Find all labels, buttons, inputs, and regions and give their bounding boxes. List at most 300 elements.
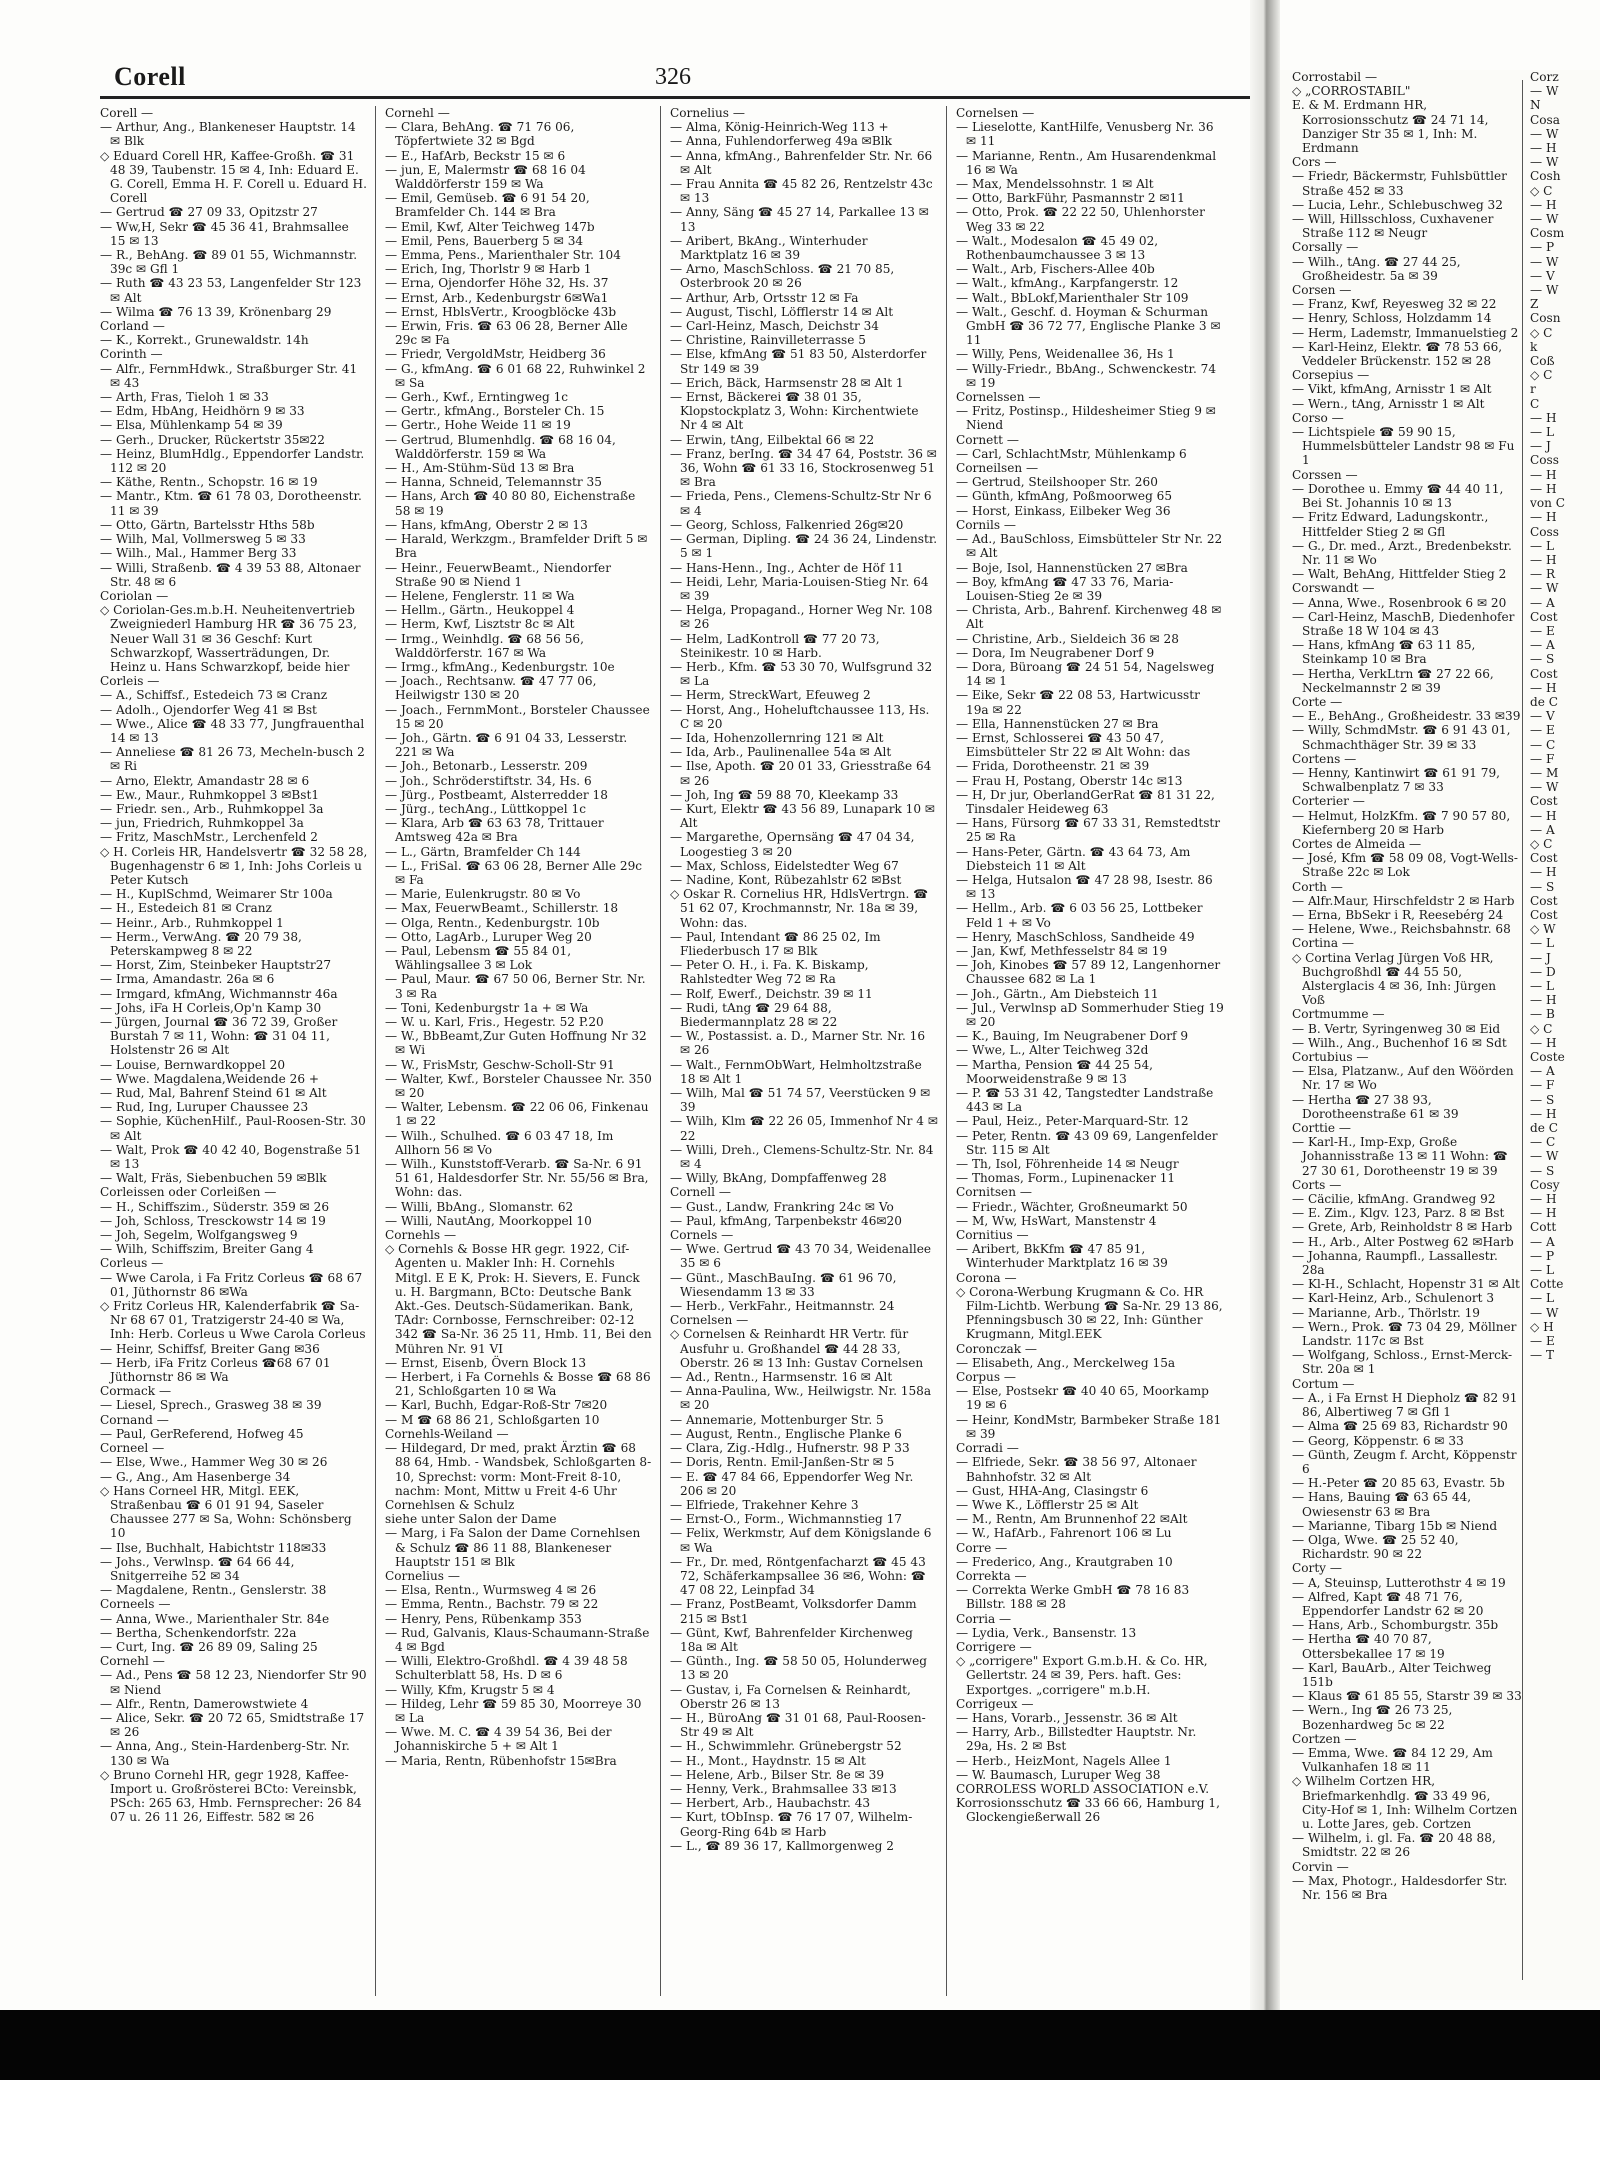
directory-entry: — Else, Postsekr ☎ 40 40 65, Moorkamp 19 ✉ 6 xyxy=(956,1384,1209,1413)
directory-entry: Coss xyxy=(1530,453,1559,468)
directory-entry: — Fr., Dr. med, Röntgenfacharzt ☎ 45 43 72, Schäferkampsallee 36 ✉6, Wohn: ☎ 47 08 22, Leinpfad 34 xyxy=(670,1554,926,1598)
directory-entry: Cosh xyxy=(1530,169,1561,184)
directory-entry: — Ida, Hohenzollernring 121 ✉ Alt xyxy=(670,730,884,745)
directory-entry: — Wilh, Mal ☎ 51 74 57, Veerstücken 9 ✉ 39 xyxy=(670,1086,931,1115)
directory-entry: — Karl-Heinz, Arb., Schulenort 3 xyxy=(1292,1291,1495,1306)
directory-entry: — Annemarie, Mottenburger Str. 5 xyxy=(670,1412,884,1427)
directory-entry: — Curt, Ing. ☎ 26 89 09, Saling 25 xyxy=(100,1639,318,1654)
directory-entry: — Joach., Rechtsanw. ☎ 47 77 06, Heilwigstr 130 ✉ 20 xyxy=(385,674,597,703)
directory-entry: — Louise, Bernwardkoppel 20 xyxy=(100,1057,286,1072)
directory-entry: — H, Dr jur, OberlandGerRat ☎ 81 31 22, Tinsdaler Heideweg 63 xyxy=(956,787,1215,816)
directory-entry: — L xyxy=(1530,1291,1554,1306)
directory-entry: — Toni, Kedenburgstr 1a + ✉ Wa xyxy=(385,1000,589,1015)
directory-entry: — Ad., Pens ☎ 58 12 23, Niendorfer Str 90 ✉ Niend xyxy=(100,1668,367,1697)
directory-entry: — Franz, PostBeamt, Volksdorfer Damm 215 ✉ Bst1 xyxy=(670,1597,917,1626)
directory-entry: — Arth, Fras, Tieloh 1 ✉ 33 xyxy=(100,390,269,405)
directory-entry: — Horst, Einkass, Eilbeker Weg 36 xyxy=(956,503,1171,518)
directory-entry: — M ☎ 68 86 21, Schloßgarten 10 xyxy=(385,1412,600,1427)
directory-entry: — Boy, kfmAng ☎ 47 33 76, Maria-Louisen-Stieg 2e ✉ 39 xyxy=(956,574,1174,603)
directory-entry: — Gerh., Drucker, Rückertstr 35✉22 xyxy=(100,432,325,447)
directory-entry: Corneilsen — xyxy=(956,461,1039,476)
directory-entry: — Irmg., kfmAng., Kedenburgstr. 10e xyxy=(385,659,615,674)
directory-entry: — Marie, Eulenkrugstr. 80 ✉ Vo xyxy=(385,887,581,902)
directory-entry: — Ernst-O., Form., Wichmannstieg 17 xyxy=(670,1512,902,1527)
directory-entry: — Otto, LagArb., Luruper Weg 20 xyxy=(385,929,592,944)
directory-entry: — Willy, SchmdMstr. ☎ 6 91 43 01, Schmachthäger Str. 39 ✉ 33 xyxy=(1292,723,1511,752)
directory-entry: Cott xyxy=(1530,1220,1557,1235)
directory-entry: Cosm xyxy=(1530,226,1565,241)
directory-entry: — Martha, Pension ☎ 44 25 54, Moorweidenstraße 9 ✉ 13 xyxy=(956,1057,1153,1086)
directory-entry: — Günth., Ing. ☎ 58 50 05, Holunderweg 13 ✉ 20 xyxy=(670,1654,928,1683)
directory-entry: Corre — xyxy=(956,1540,1008,1555)
directory-entry: — Henny, Kantinwirt ☎ 61 91 79, Schwalbenplatz 7 ✉ 33 xyxy=(1292,765,1500,795)
directory-entry: — Wwe., Alice ☎ 48 33 77, Jungfrauenthal 14 ✉ 13 xyxy=(100,716,365,745)
directory-entry: ◇ Hans Corneel HR, Mitgl. EEK, Straßenbau ☎ 6 01 91 94, Saseler Chaussee 277 ✉ Sa, Wohn: Schönsberg 10 xyxy=(100,1483,352,1541)
directory-entry: Cotte xyxy=(1530,1277,1564,1292)
directory-entry: — E xyxy=(1530,723,1555,738)
directory-column-2 xyxy=(385,106,653,1996)
directory-entry: — Joh., Gärtn., Am Diebsteich 11 xyxy=(956,986,1159,1001)
directory-entry: — Arno, MaschSchloss. ☎ 21 70 85, Osterbrook 20 ✉ 26 xyxy=(670,262,895,291)
directory-entry: Cost xyxy=(1530,851,1558,866)
directory-entry: — W., BbBeamt,Zur Guten Hoffnung Nr 32 ✉ Wi xyxy=(385,1029,647,1058)
directory-entry: — Helene, Fenglerstr. 11 ✉ Wa xyxy=(385,588,575,603)
directory-entry: Corland — xyxy=(100,319,165,334)
directory-entry: ◇ Fritz Corleus HR, Kalenderfabrik ☎ Sa-Nr 68 67 01, Tratzigerstr 24-40 ✉ Wa, Inh: Herb. Corleus u Wwe Carola Corleus xyxy=(100,1299,366,1342)
directory-entry: — H., Am-Stühm-Süd 13 ✉ Bra xyxy=(385,461,575,476)
directory-entry: — Wilh, Klm ☎ 22 26 05, Immenhof Nr 4 ✉ 22 xyxy=(670,1114,938,1143)
directory-entry: — Klara, Arb ☎ 63 63 78, Trittauer Amtsweg 42a ✉ Bra xyxy=(385,816,604,845)
directory-entry: Corvin — xyxy=(1292,1859,1349,1874)
directory-entry: Corona — xyxy=(956,1270,1017,1285)
directory-entry: — Rud, Ing, Luruper Chaussee 23 xyxy=(100,1100,309,1115)
directory-entry: Corleissen oder Corleißen — xyxy=(100,1185,277,1200)
directory-entry: — H xyxy=(1530,141,1557,156)
directory-entry: E. & M. Erdmann HR, Korrosionsschutz ☎ 24 71 14, Danziger Str 35 ✉ 1, Inh: M. Erdmann xyxy=(1292,98,1489,156)
directory-entry: — Willy-Friedr., BbAng., Schwenckestr. 74 ✉ 19 xyxy=(956,361,1217,390)
scanner-border xyxy=(0,2010,1600,2080)
directory-entry: — Hans-Henn., Ing., Achter de Höf 11 xyxy=(670,560,904,575)
directory-entry: — Anna, Wwe., Marienthaler Str. 84e xyxy=(100,1611,330,1626)
directory-entry: — Arthur, Arb, Ortsstr 12 ✉ Fa xyxy=(670,290,859,305)
directory-entry: — Else, kfmAng ☎ 51 83 50, Alsterdorfer Str 149 ✉ 39 xyxy=(670,347,927,376)
directory-entry: — Hertha, VerkLtrn ☎ 27 22 66, Neckelmannstr 2 ✉ 39 xyxy=(1292,666,1494,695)
directory-entry: — Magdalene, Rentn., Genslerstr. 38 xyxy=(100,1583,327,1598)
directory-entry: — B xyxy=(1530,1007,1555,1022)
directory-entry: — F xyxy=(1530,1078,1555,1093)
directory-entry: — Aribert, BkKfm ☎ 47 85 91, Winterhuder Marktplatz 16 ✉ 39 xyxy=(956,1242,1168,1271)
directory-entry: — W xyxy=(1530,155,1559,170)
directory-entry: — Willi, Elektro-Großhdl. ☎ 4 39 48 58 Schulterblatt 58, Hs. D ✉ 6 xyxy=(385,1654,628,1683)
directory-entry: Cormack — xyxy=(100,1384,172,1399)
directory-entry: — Joach., FernmMont., Borsteler Chaussee 15 ✉ 20 xyxy=(385,702,650,731)
directory-entry: — Gerh., Kwf., Erntingweg 1c xyxy=(385,390,569,405)
directory-entry: — Henry, Pens, Rübenkamp 353 xyxy=(385,1611,582,1626)
directory-entry: — H xyxy=(1530,1192,1557,1207)
directory-entry: — Herm, Lademstr, Immanuelstieg 2 xyxy=(1292,325,1519,340)
directory-entry: — Emma, Rentn., Bachstr. 79 ✉ 22 xyxy=(385,1597,599,1612)
directory-entry: — Erwin, Fris. ☎ 63 06 28, Berner Alle 29c ✉ Fa xyxy=(385,319,628,348)
directory-entry: ◇ Bruno Cornehl HR, gegr 1928, Kaffee-Import u. Großrösterei BCto: Vereinsbk, PSch: 265 63, Hmb. Fernsprecher: 26 84 07 u. 26 11 26, Eiffestr. 582 ✉ 26 xyxy=(100,1767,362,1825)
directory-entry: — Willi, Dreh., Clemens-Schultz-Str. Nr. 84 ✉ 4 xyxy=(670,1142,934,1172)
directory-entry: Corswandt — xyxy=(1292,581,1375,596)
directory-entry: — L xyxy=(1530,425,1554,440)
directory-entry: — M., Rentn, Am Brunnenhof 22 ✉Alt xyxy=(956,1512,1188,1527)
directory-entry: — H xyxy=(1530,680,1557,695)
directory-entry: — Erna, BbSekr i R, Reesebérg 24 xyxy=(1292,907,1504,922)
directory-entry: — Otto, BarkFühr, Pasmannstr 2 ✉11 xyxy=(956,191,1185,206)
directory-entry: — Herbert, Arb., Haubachstr. 43 xyxy=(670,1796,871,1811)
directory-entry: — Wwe, L., Alter Teichweg 32d xyxy=(956,1043,1149,1058)
directory-entry: — Lichtspiele ☎ 59 90 15, Hummelsbütteler Landstr 98 ✉ Fu 1 xyxy=(1292,425,1515,468)
directory-entry: — Alfr.Maur, Hirschfeldstr 2 ✉ Harb xyxy=(1292,893,1515,908)
directory-entry: — C xyxy=(1530,1135,1556,1150)
directory-entry: — Vikt, kfmAng, Arnisstr 1 ✉ Alt xyxy=(1292,382,1492,397)
directory-entry: — Willy, Pens, Weidenallee 36, Hs 1 xyxy=(956,347,1175,362)
directory-entry: — Willy, BkAng, Dompfaffenweg 28 xyxy=(670,1171,887,1186)
directory-entry: — Peter, Rentn. ☎ 43 09 69, Langenfelder Str. 115 ✉ Alt xyxy=(956,1128,1218,1157)
directory-entry: — Herb, iFa Fritz Corleus ☎68 67 01 Jüthornstr 86 ✉ Wa xyxy=(100,1355,331,1385)
directory-entry: — Walt., Geschf. d. Hoyman & Schurman GmbH ☎ 36 72 77, Englische Planke 3 ✉ 11 xyxy=(956,304,1221,348)
directory-entry: — A xyxy=(1530,822,1555,837)
directory-entry: — Hellm., Gärtn., Heukoppel 4 xyxy=(385,603,575,618)
directory-entry: — Edm, HbAng, Heidhörn 9 ✉ 33 xyxy=(100,404,305,419)
directory-entry: — Hanna, Schneid, Telemannstr 35 xyxy=(385,475,602,490)
directory-entry: — Günth, kfmAng, Poßmoorweg 65 xyxy=(956,489,1173,504)
directory-entry: — Emil, Gemüseb. ☎ 6 91 54 20, Bramfelder Ch. 144 ✉ Bra xyxy=(385,191,590,220)
directory-entry: — V xyxy=(1530,709,1555,724)
directory-entry: — Ella, Hannenstücken 27 ✉ Bra xyxy=(956,716,1159,731)
directory-entry: — Günt., MaschBauIng. ☎ 61 96 70, Wiesendamm 13 ✉ 33 xyxy=(670,1270,897,1299)
directory-entry: — Cäcilie, kfmAng. Grandweg 92 xyxy=(1292,1192,1496,1207)
directory-entry: N xyxy=(1530,98,1541,113)
directory-entry: ◇ Cortina Verlag Jürgen Voß HR, Buchgroßhdl ☎ 44 55 50, Alsterglacis 4 ✉ 36, Inh: Jürgen Voß xyxy=(1292,950,1497,1008)
directory-entry: — L xyxy=(1530,1263,1554,1278)
directory-entry: — Christine, Rainvilleterrasse 5 xyxy=(670,333,866,348)
directory-entry: — G., Ang., Am Hasenberge 34 xyxy=(100,1469,291,1484)
directory-entry: — Ilse, Apoth. ☎ 20 01 33, Griesstraße 64 ✉ 26 xyxy=(670,759,932,788)
directory-entry: — Wwe. Magdalena,Weidende 26 + xyxy=(100,1071,319,1086)
directory-entry: — Elfriede, Sekr. ☎ 38 56 97, Altonaer Bahnhofstr. 32 ✉ Alt xyxy=(956,1455,1197,1484)
directory-entry: — Walt., FernmObWart, Helmholtzstraße 18 ✉ Alt 1 xyxy=(670,1057,922,1086)
directory-entry: Corz xyxy=(1530,70,1559,84)
directory-entry: — H., Schwimmlehr. Grünebergstr 52 xyxy=(670,1739,902,1754)
directory-entry: — Jan, Kwf, Methfesselstr 84 ✉ 19 xyxy=(956,943,1168,958)
directory-entry: — Horst, Zim, Steinbeker Hauptstr27 xyxy=(100,958,332,973)
directory-entry: — A xyxy=(1530,595,1555,610)
directory-entry: — Heinr., Arb., Ruhmkoppel 1 xyxy=(100,915,284,930)
directory-entry: Corrigeux — xyxy=(956,1696,1034,1711)
directory-entry: — Anna, Wwe., Rosenbrook 6 ✉ 20 xyxy=(1292,595,1507,610)
directory-entry: — Hellm., Arb. ☎ 6 03 56 25, Lottbeker Feld 1 + ✉ Vo xyxy=(956,901,1203,930)
directory-entry: — Paul, Heiz., Peter-Marquard-Str. 12 xyxy=(956,1114,1189,1129)
directory-entry: Cost xyxy=(1530,609,1558,624)
book-gutter xyxy=(1250,0,1280,2010)
directory-entry: — W xyxy=(1530,581,1559,596)
directory-entry: — E., BehAng., Großheidestr. 33 ✉39 xyxy=(1292,709,1521,724)
directory-entry: — Karl-H., Imp-Exp, Große Johannisstraße 13 ✉ 11 Wohn: ☎ 27 30 61, Dorotheenstr 19 ✉ 39 xyxy=(1292,1135,1508,1178)
directory-entry: — Walt, Prok ☎ 40 42 40, Bogenstraße 51 ✉ 13 xyxy=(100,1142,362,1172)
directory-entry: — Maria, Rentn, Rübenhofstr 15✉Bra xyxy=(385,1753,617,1768)
directory-entry: — August, Rentn., Englische Planke 6 xyxy=(670,1426,902,1441)
directory-entry: Cost xyxy=(1530,893,1558,908)
directory-entry: — H xyxy=(1530,993,1557,1008)
directory-entry: Corpus — xyxy=(956,1370,1016,1385)
directory-entry: — R., BehAng. ☎ 89 01 55, Wichmannstr. 39c ✉ Gfl 1 xyxy=(100,248,358,277)
directory-entry: — Frieda, Pens., Clemens-Schultz-Str Nr 6 ✉ 4 xyxy=(670,489,932,518)
directory-entry: — W. u. Karl, Fris., Hegestr. 52 P.20 xyxy=(385,1015,604,1029)
directory-entry: Cornehls-Weiland — xyxy=(385,1426,509,1441)
directory-entry: — Herm, Kwf, Lisztstr 8c ✉ Alt xyxy=(385,617,575,632)
directory-entry: — Carl-Heinz, MaschB, Diedenhofer Straße 18 W 104 ✉ 43 xyxy=(1292,609,1515,638)
directory-entry: — L., ☎ 89 36 17, Kallmorgenweg 2 xyxy=(670,1838,894,1853)
directory-entry: — E xyxy=(1530,623,1555,638)
directory-entry: Corneels — xyxy=(100,1597,171,1612)
directory-entry: — Otto, Gärtn, Bartelsstr Hths 58b xyxy=(100,517,315,532)
directory-entry: — Hertha ☎ 27 38 93, Dorotheenstraße 61 ✉ 39 xyxy=(1292,1092,1459,1121)
directory-entry: — H xyxy=(1530,467,1557,482)
directory-entry: — Herbert, i Fa Cornehls & Bosse ☎ 68 86 21, Schloßgarten 10 ✉ Wa xyxy=(385,1370,651,1399)
column-divider xyxy=(946,106,947,1996)
directory-entry: Corts — xyxy=(1292,1177,1342,1192)
directory-entry: ◇ C xyxy=(1530,1021,1553,1036)
directory-entry: Cornelsen — xyxy=(670,1313,749,1328)
directory-entry: Corell — xyxy=(100,106,154,120)
directory-entry: — Franz, Kwf, Reyesweg 32 ✉ 22 xyxy=(1292,297,1497,312)
directory-entry: — Adolh., Ojendorfer Weg 41 ✉ Bst xyxy=(100,702,317,717)
directory-entry: — Gertr., Hohe Weide 11 ✉ 19 xyxy=(385,418,571,433)
directory-entry: ◇ C xyxy=(1530,368,1553,383)
directory-entry: — Herm, StreckWart, Efeuweg 2 xyxy=(670,688,871,703)
directory-entry: — E. Zim., Klgv. 123, Parz. 8 ✉ Bst xyxy=(1292,1206,1505,1221)
directory-entry: — Paul, Lebensm ☎ 55 84 01, Wählingsallee 3 ✉ Lok xyxy=(385,943,572,973)
directory-entry: — Olga, Rentn., Kedenburgstr. 10b xyxy=(385,915,600,930)
directory-entry: — M, Ww, HsWart, Manstenstr 4 xyxy=(956,1213,1157,1228)
directory-entry: — Paul, Intendant ☎ 86 25 02, Im Fliederbusch 17 ✉ Blk xyxy=(670,929,881,958)
directory-entry: ◇ W xyxy=(1530,922,1556,937)
directory-entry: Cornehl — xyxy=(100,1654,165,1669)
directory-column-4 xyxy=(956,106,1224,1996)
directory-entry: — Walt, Fräs, Siebenbuchen 59 ✉Blk xyxy=(100,1171,327,1186)
directory-entry: — German, Dipling. ☎ 24 36 24, Lindenstr. 5 ✉ 1 xyxy=(670,532,938,561)
directory-entry: — Walter, Lebensm. ☎ 22 06 06, Finkenau 1 ✉ 22 xyxy=(385,1100,649,1129)
directory-entry: — Marg, i Fa Salon der Dame Cornehlsen & Schulz ☎ 86 11 88, Blankeneser Hauptstr 151 ✉ Blk xyxy=(385,1526,641,1569)
directory-entry: — Friedr, VergoldMstr, Heidberg 36 xyxy=(385,347,606,362)
directory-entry: Corleus — xyxy=(100,1256,164,1271)
directory-entry: — Gertrud ☎ 27 09 33, Opitzstr 27 xyxy=(100,205,318,220)
directory-entry: — E., HafArb, Beckstr 15 ✉ 6 xyxy=(385,148,566,163)
directory-entry: — J xyxy=(1530,439,1551,454)
directory-entry: Cornett — xyxy=(956,432,1019,447)
directory-entry: Cosy xyxy=(1530,1177,1560,1192)
directory-entry: ◇ Cornelsen & Reinhardt HR Vertr. für Ausfuhr u. Großhandel ☎ 44 28 33, Oberstr. 26 ✉ 13 Inh: Gustav Cornelsen xyxy=(670,1327,924,1370)
directory-entry: — Emma, Wwe. ☎ 84 12 29, Am Vulkanhafen 18 ✉ 11 xyxy=(1292,1745,1493,1775)
directory-entry: — Carl-Heinz, Masch, Deichstr 34 xyxy=(670,319,879,334)
directory-entry: — Henry, Schloss, Holzdamm 14 xyxy=(1292,311,1492,326)
directory-entry: Cosa xyxy=(1530,112,1560,127)
directory-entry: — Max, Mendelssohnstr. 1 ✉ Alt xyxy=(956,177,1154,192)
directory-entry: — Gust., Landw, Frankring 24c ✉ Vo xyxy=(670,1199,894,1214)
directory-entry: — Johs., Verwlnsp. ☎ 64 66 44, Snitgerreihe 52 ✉ 34 xyxy=(100,1554,295,1583)
directory-entry: — L., FriSal. ☎ 63 06 28, Berner Alle 29c ✉ Fa xyxy=(385,858,643,887)
directory-entry: Cortum — xyxy=(1292,1376,1355,1391)
directory-entry: — H xyxy=(1530,1035,1557,1050)
directory-entry: — W xyxy=(1530,212,1559,227)
directory-entry: — Joh, Segelm, Wolfgangsweg 9 xyxy=(100,1228,298,1243)
directory-entry: — Max, FeuerwBeamt., Schillerstr. 18 xyxy=(385,901,619,916)
directory-entry: — Elfriede, Trakehner Kehre 3 xyxy=(670,1497,859,1512)
directory-entry: — Joh., Betonarb., Lesserstr. 209 xyxy=(385,759,588,774)
directory-entry: Cortmumme — xyxy=(1292,1007,1385,1022)
directory-entry: Coß xyxy=(1530,354,1555,369)
directory-entry: — Hans, Fürsorg ☎ 67 33 31, Remstedtstr 25 ✉ Ra xyxy=(956,816,1221,845)
directory-entry: — Jürgen, Journal ☎ 36 72 39, Großer Burstah 7 ✉ 11, Wohn: ☎ 31 04 11, Holstenstr 26 ✉ Alt xyxy=(100,1015,338,1058)
directory-entry: — Ernst, Arb., Kedenburgstr 6✉Wa1 xyxy=(385,290,609,305)
directory-entry: — Kurt, Elektr ☎ 43 56 89, Lunapark 10 ✉ Alt xyxy=(670,801,936,831)
directory-entry: — Grete, Arb, Reinholdstr 8 ✉ Harb xyxy=(1292,1220,1513,1235)
directory-entry: — C xyxy=(1530,737,1556,752)
running-head xyxy=(100,60,1250,100)
directory-entry: — Else, Wwe., Hammer Weg 30 ✉ 26 xyxy=(100,1455,328,1470)
directory-entry: — Peter O. H., i. Fa. K. Biskamp, Rahlstedter Weg 72 ✉ Ra xyxy=(670,958,869,987)
directory-entry: — Marianne, Arb., Thörlstr. 19 xyxy=(1292,1305,1480,1320)
directory-entry: — Wilh, Schiffszim, Breiter Gang 4 xyxy=(100,1242,314,1257)
directory-entry: — Elsa, Rentn., Wurmsweg 4 ✉ 26 xyxy=(385,1583,597,1598)
column-divider xyxy=(375,106,376,1996)
directory-entry: — R xyxy=(1530,567,1556,582)
directory-entry: — José, Kfm ☎ 58 09 08, Vogt-Wells-Straße 22c ✉ Lok xyxy=(1292,851,1518,880)
directory-entry: — Erna, Ojendorfer Höhe 32, Hs. 37 xyxy=(385,276,609,291)
directory-entry: — Walt, BehAng, Hittfelder Stieg 2 xyxy=(1292,567,1507,582)
directory-entry: — Wilh., Kunststoff-Verarb. ☎ Sa-Nr. 6 91 51 61, Haldesdorfer Str. Nr. 55/56 ✉ Bra, Wohn: das. xyxy=(385,1157,649,1200)
directory-entry: — Joh, Schloss, Tresckowstr 14 ✉ 19 xyxy=(100,1213,326,1228)
directory-entry: — Hans, kfmAng ☎ 63 11 85, Steinkamp 10 ✉ Bra xyxy=(1292,638,1476,667)
directory-entry: — Fritz, Postinsp., Hildesheimer Stieg 9 ✉ Niend xyxy=(956,404,1216,433)
directory-entry: Korrosionsschutz ☎ 33 66 66, Hamburg 1, Glockengießerwall 26 xyxy=(956,1796,1220,1825)
directory-entry: — Rudi, tAng ☎ 29 64 88, Biedermannplatz 28 ✉ 22 xyxy=(670,1000,838,1029)
directory-entry: Cost xyxy=(1530,907,1558,922)
directory-entry: Cornelius — xyxy=(670,106,745,120)
directory-entry: — Helene, Arb., Bilser Str. 8e ✉ 39 xyxy=(670,1767,885,1782)
directory-entry: — P xyxy=(1530,240,1555,255)
directory-entry: — Heinr, Schiffsf, Breiter Gang ✉36 xyxy=(100,1341,320,1356)
directory-entry: — Erich, Bäck, Harmsenstr 28 ✉ Alt 1 xyxy=(670,375,904,390)
directory-entry: — Hans, kfmAng, Oberstr 2 ✉ 13 xyxy=(385,517,588,532)
directory-entry: — Harry, Arb., Billstedter Hauptstr. Nr. 29a, Hs. 2 ✉ Bst xyxy=(956,1725,1197,1754)
directory-entry: — L., Gärtn, Bramfelder Ch 144 xyxy=(385,844,581,859)
directory-entry: — Walt., Modesalon ☎ 45 49 02, Rothenbaumchaussee 3 ✉ 13 xyxy=(956,233,1159,263)
directory-entry: de C xyxy=(1530,1121,1558,1136)
directory-entry: Corradi — xyxy=(956,1441,1019,1456)
directory-entry: Cornehlsen & Schulz xyxy=(385,1497,515,1512)
directory-entry: — Herb., Kfm. ☎ 53 30 70, Wulfsgrund 32 ✉ La xyxy=(670,659,933,689)
directory-entry: — Ernst, HblsVertr., Kroogblöcke 43b xyxy=(385,304,617,319)
directory-entry: — Ilse, Buchhalt, Habichtstr 118✉33 xyxy=(100,1540,327,1555)
directory-entry: — Arthur, Ang., Blankeneser Hauptstr. 14 ✉ Blk xyxy=(100,120,356,149)
directory-entry: — Olga, Wwe. ☎ 25 52 40, Richardstr. 90 ✉ 22 xyxy=(1292,1532,1459,1562)
directory-entry: — Friedr., Wächter, Großneumarkt 50 xyxy=(956,1199,1188,1214)
directory-entry: — Karl, BauArb., Alter Teichweg 151b xyxy=(1292,1660,1492,1689)
directory-entry: — Ida, Arb., Paulinenallee 54a ✉ Alt xyxy=(670,745,892,760)
directory-entry: Corth — xyxy=(1292,879,1343,894)
directory-entry: — Emil, Kwf, Alter Teichweg 147b xyxy=(385,219,595,234)
running-head-word: Corell xyxy=(114,62,186,91)
directory-entry: — Jul., Verwlnsp aD Sommerhuder Stieg 19 ✉ 20 xyxy=(956,1000,1224,1029)
directory-entry: — S xyxy=(1530,1092,1555,1107)
directory-entry: — Wilh., tAng. ☎ 27 44 25, Großheidestr. 5a ✉ 39 xyxy=(1292,254,1461,283)
directory-entry: ◇ Corona-Werbung Krugmann & Co. HR Film-Lichtb. Werbung ☎ Sa-Nr. 29 13 86, Pfenningsbusch 30 ✉ 22, Inh: Günther Krugmann, Mitgl.EEK xyxy=(956,1284,1223,1342)
directory-entry: — Friedr, Bäckermstr, Fuhlsbüttler Straße 452 ✉ 33 xyxy=(1292,169,1507,198)
directory-entry: — Willy, Kfm, Krugstr 5 ✉ 4 xyxy=(385,1682,555,1697)
right-directory-column-1 xyxy=(1292,70,1522,2000)
directory-entry: CORROLESS WORLD ASSOCIATION e.V. xyxy=(956,1781,1210,1796)
directory-entry: — Mantr., Ktm. ☎ 61 78 03, Dorotheenstr. 11 ✉ 39 xyxy=(100,489,362,518)
directory-entry: Cornitius — xyxy=(956,1228,1029,1243)
directory-entry: — Margarethe, Opernsäng ☎ 47 04 34, Loogestieg 3 ✉ 20 xyxy=(670,830,915,859)
directory-entry: — Marianne, Tibarg 15b ✉ Niend xyxy=(1292,1518,1498,1533)
directory-entry: Corterier — xyxy=(1292,794,1365,809)
directory-entry: — Hans-Peter, Gärtn. ☎ 43 64 73, Am Diebsteich 11 ✉ Alt xyxy=(956,844,1191,873)
directory-entry: — Alice, Sekr. ☎ 20 72 65, Smidtstraße 17 ✉ 26 xyxy=(100,1710,365,1740)
directory-entry: — Gertr., kfmAng., Borsteler Ch. 15 xyxy=(385,404,605,419)
directory-entry: — Kl-H., Schlacht, Hopenstr 31 ✉ Alt xyxy=(1292,1277,1520,1292)
directory-entry: — Will, Hillsschloss, Cuxhavener Straße 112 ✉ Neugr xyxy=(1292,212,1494,241)
directory-entry: — Karl, Buchh, Edgar-Roß-Str 7✉20 xyxy=(385,1398,608,1413)
directory-entry: Corssen — xyxy=(1292,467,1358,482)
directory-entry: — Joh, Ing ☎ 59 88 70, Kleekamp 33 xyxy=(670,787,899,802)
directory-entry: — Wwe. Gertrud ☎ 43 70 34, Weidenallee 35 ✉ 6 xyxy=(670,1242,932,1271)
directory-entry: — Fritz, MaschMstr., Lerchenfeld 2 xyxy=(100,830,318,845)
directory-entry: Corsepius — xyxy=(1292,368,1370,383)
directory-entry: — Dora, Büroang ☎ 24 51 54, Nagelsweg 14 ✉ 1 xyxy=(956,659,1215,689)
directory-entry: — Clara, BehAng. ☎ 71 76 06, Töpfertwiete 32 ✉ Bgd xyxy=(385,120,575,149)
directory-entry: — Joh, Kinobes ☎ 57 89 12, Langenhorner Chaussee 682 ✉ La 1 xyxy=(956,958,1221,987)
directory-entry: — P. ☎ 53 31 42, Tangstedter Landstraße 443 ✉ La xyxy=(956,1086,1214,1115)
directory-entry: — Lydia, Verk., Bansenstr. 13 xyxy=(956,1625,1137,1640)
directory-entry: — W., Postassist. a. D., Marner Str. Nr. 16 ✉ 26 xyxy=(670,1029,926,1058)
directory-entry: ◇ H. Corleis HR, Handelsvertr ☎ 32 58 28, Bugenhagenstr 6 ✉ 1, Inh: Johs Corleis u Peter Kutsch xyxy=(100,844,368,887)
directory-entry: — Heinr., FeuerwBeamt., Niendorfer Straße 90 ✉ Niend 1 xyxy=(385,560,611,589)
directory-entry: — Wilh, Mal, Vollmersweg 5 ✉ 33 xyxy=(100,532,306,547)
directory-entry: — Irma, Amandastr. 26a ✉ 6 xyxy=(100,972,275,987)
directory-entry: — Herb., VerkFahr., Heitmannstr. 24 xyxy=(670,1299,895,1314)
directory-entry: Cornelius — xyxy=(385,1568,460,1583)
directory-entry: — H xyxy=(1530,410,1557,425)
directory-entry: — Alma ☎ 25 69 83, Richardstr 90 xyxy=(1292,1419,1508,1434)
directory-entry: — H xyxy=(1530,481,1557,496)
directory-entry: — Kurt, tObInsp. ☎ 76 17 07, Wilhelm-Georg-Ring 64b ✉ Harb xyxy=(670,1810,913,1839)
directory-entry: ◇ Wilhelm Cortzen HR, Briefmarkenhdlg. ☎ 33 49 96, City-Hof ✉ 1, Inh: Wilhelm Cortzen u. Lotte Jares, geb. Cortzen xyxy=(1292,1774,1518,1831)
directory-entry: — H., Mont., Haydnstr. 15 ✉ Alt xyxy=(670,1753,866,1768)
directory-entry: — H xyxy=(1530,197,1557,212)
directory-entry: Corrostabil — xyxy=(1292,70,1378,84)
directory-entry: — Alfr., Rentn, Damerowstwiete 4 xyxy=(100,1696,309,1711)
right-page xyxy=(1280,70,1600,2000)
directory-entry: — W xyxy=(1530,254,1559,269)
directory-entry: — Friedr. sen., Arb., Ruhmkoppel 3a xyxy=(100,801,324,816)
directory-entry: — Hans, Bauing ☎ 63 65 44, Owiesenstr 63 ✉ Bra xyxy=(1292,1490,1472,1519)
directory-column-1 xyxy=(100,106,368,1996)
directory-entry: — Gustav, i, Fa Cornelsen & Reinhardt, Oberstr 26 ✉ 13 xyxy=(670,1682,911,1711)
directory-entry: Cortubius — xyxy=(1292,1050,1369,1065)
directory-entry: — Wilh., Mal., Hammer Berg 33 xyxy=(100,546,297,561)
directory-entry: Cornitsen — xyxy=(956,1185,1032,1200)
directory-entry: Cornels — xyxy=(670,1228,734,1243)
directory-entry: Corttie — xyxy=(1292,1121,1351,1136)
directory-entry: Corneel — xyxy=(100,1441,165,1456)
directory-entry: — H., KuplSchmd, Weimarer Str 100a xyxy=(100,887,333,902)
left-page xyxy=(100,50,1250,2000)
